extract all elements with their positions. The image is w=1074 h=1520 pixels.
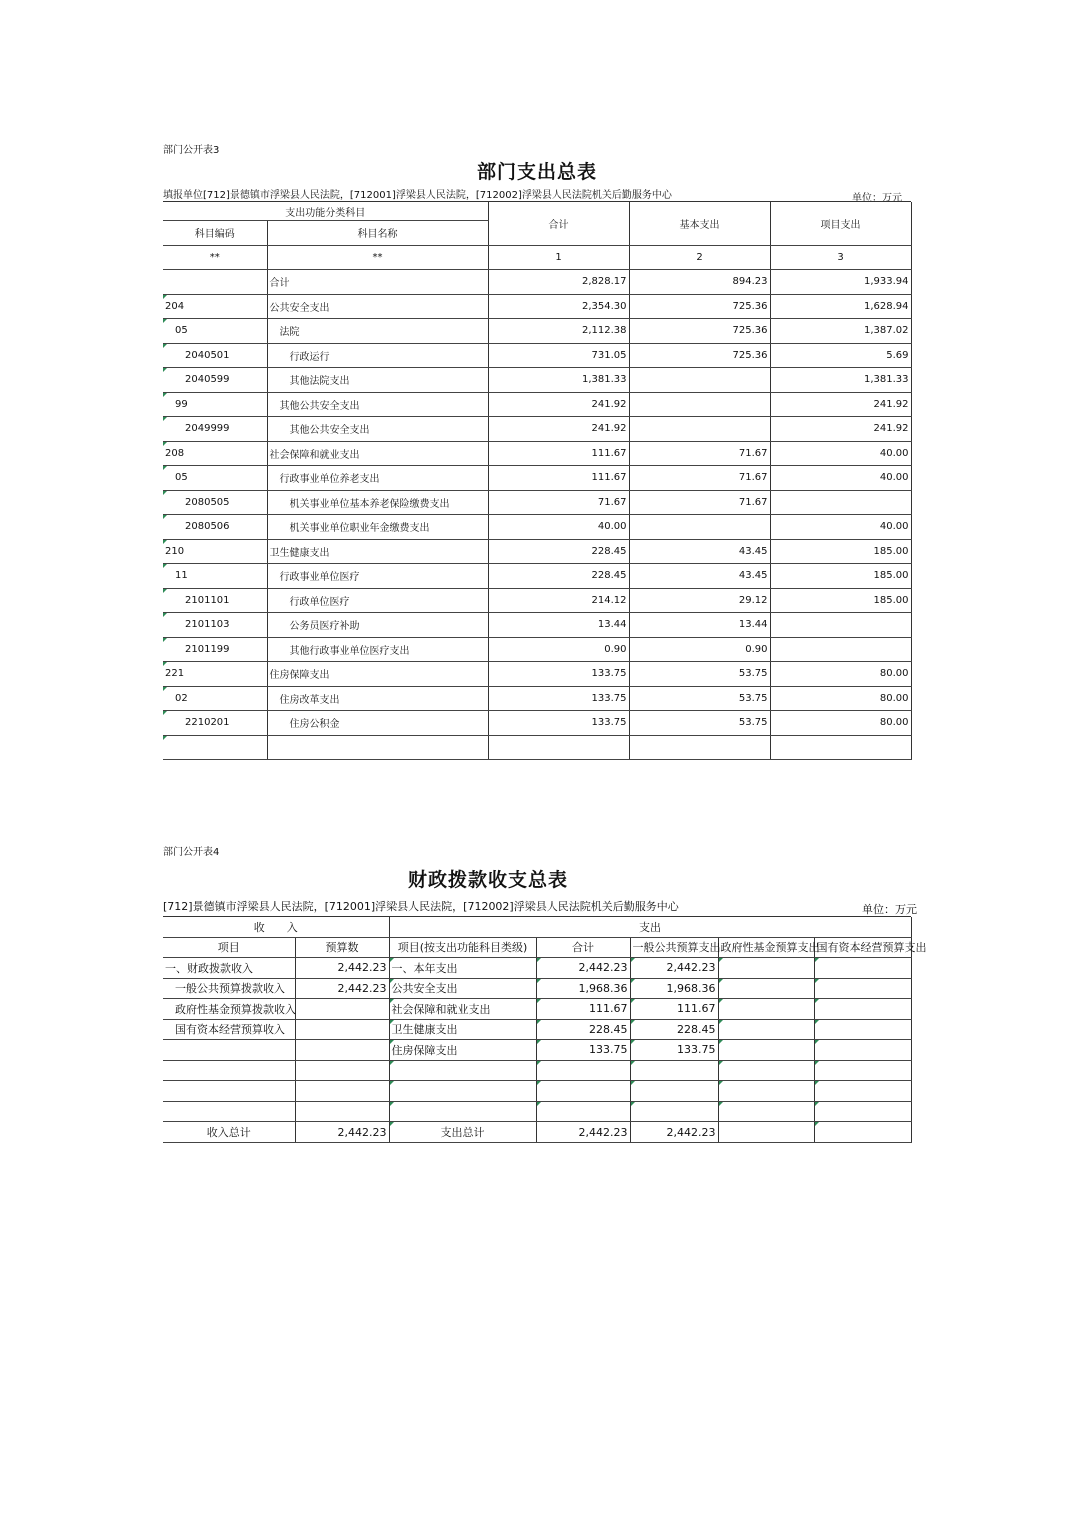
unit-label: 单位：万元: [852, 193, 902, 204]
reporting-unit: [712]景德镇市浮梁县人民法院，[712001]浮梁县人民法院，[712002]浮梁县人民法院机关后勤服务中心: [163, 900, 679, 913]
name-cell: 行政单位医疗: [267, 588, 488, 613]
basic-cell: 71.67: [629, 466, 770, 491]
expense-item-cell: 社会保障和就业支出: [389, 999, 536, 1020]
code-cell: 99: [163, 392, 267, 417]
name-cell: 住房改革支出: [267, 686, 488, 711]
state-capital-total: [814, 1122, 911, 1143]
page-title: 财政拨款收支总表: [407, 869, 568, 891]
header-row: [163, 937, 911, 958]
expense-item-cell: 一、本年支出: [389, 958, 536, 979]
table-row: [163, 1101, 911, 1122]
header-total: 合计: [536, 937, 630, 958]
total-cell: 133.75: [488, 711, 629, 736]
expense-item-cell: [389, 1060, 536, 1081]
name-cell: 其他公共安全支出: [267, 392, 488, 417]
total-cell: 111.67: [488, 441, 629, 466]
expense-item-cell: [389, 1101, 536, 1122]
table-row: [163, 392, 911, 417]
project-cell: [770, 735, 911, 760]
gov-fund-cell: [718, 1040, 814, 1061]
name-cell: 其他公共安全支出: [267, 417, 488, 442]
state-capital-cell: [814, 1081, 911, 1102]
total-cell: 133.75: [488, 662, 629, 687]
code-cell: 210: [163, 539, 267, 564]
header-basic: 基本支出: [629, 202, 770, 245]
income-item-cell: [163, 1060, 295, 1081]
code-cell: 2049999: [163, 417, 267, 442]
basic-cell: 725.36: [629, 294, 770, 319]
table-label: 部门公开表3: [163, 145, 220, 156]
name-cell: 社会保障和就业支出: [267, 441, 488, 466]
general-cell: 2,442.23: [630, 958, 718, 979]
header-index-row: [163, 245, 911, 270]
total-cell: 111.67: [536, 999, 630, 1020]
name-cell: 公务员医疗补助: [267, 613, 488, 638]
general-total-value: 2,442.23: [630, 1122, 718, 1143]
table-row: [163, 343, 911, 368]
col-index-1: 1: [488, 245, 629, 270]
name-cell: 机关事业单位基本养老保险缴费支出: [267, 490, 488, 515]
table-row: [163, 319, 911, 344]
general-cell: 1,968.36: [630, 978, 718, 999]
total-cell: [488, 735, 629, 760]
budget-cell: 2,442.23: [295, 958, 389, 979]
budget-cell: [295, 1040, 389, 1061]
gov-fund-cell: [718, 1081, 814, 1102]
basic-cell: [629, 392, 770, 417]
total-cell: [536, 1101, 630, 1122]
table-row: [163, 958, 911, 979]
code-cell: 02: [163, 686, 267, 711]
income-item-cell: 一、财政拨款收入: [163, 958, 295, 979]
table-row: [163, 662, 911, 687]
project-cell: 241.92: [770, 392, 911, 417]
table-row: [163, 270, 911, 295]
expense-item-cell: 公共安全支出: [389, 978, 536, 999]
income-total-value: 2,442.23: [295, 1122, 389, 1143]
basic-cell: 725.36: [629, 319, 770, 344]
project-cell: 1,387.02: [770, 319, 911, 344]
project-cell: 1,933.94: [770, 270, 911, 295]
general-cell: [630, 1060, 718, 1081]
project-cell: 185.00: [770, 588, 911, 613]
header-row: [163, 202, 911, 221]
total-cell: 241.92: [488, 392, 629, 417]
name-cell: 行政事业单位养老支出: [267, 466, 488, 491]
code-cell: 11: [163, 564, 267, 589]
project-cell: 80.00: [770, 686, 911, 711]
header-row: [163, 917, 911, 937]
code-cell: 208: [163, 441, 267, 466]
gov-fund-cell: [718, 1101, 814, 1122]
table-row: [163, 368, 911, 393]
budget-cell: 2,442.23: [295, 978, 389, 999]
table-row: [163, 417, 911, 442]
total-cell: 2,112.38: [488, 319, 629, 344]
table-row: [163, 564, 911, 589]
project-cell: 5.69: [770, 343, 911, 368]
general-cell: 133.75: [630, 1040, 718, 1061]
code-cell: 2101103: [163, 613, 267, 638]
project-cell: 185.00: [770, 539, 911, 564]
code-cell: 2040501: [163, 343, 267, 368]
header-expense: 支出: [389, 917, 911, 937]
table-row: [163, 613, 911, 638]
basic-cell: [629, 368, 770, 393]
total-cell: 2,354.30: [488, 294, 629, 319]
table-row: [163, 1019, 911, 1040]
budget-cell: [295, 1060, 389, 1081]
code-cell: 221: [163, 662, 267, 687]
project-cell: 80.00: [770, 711, 911, 736]
basic-cell: 71.67: [629, 441, 770, 466]
expense-total-label: 支出总计: [389, 1122, 536, 1143]
income-item-cell: 一般公共预算拨款收入: [163, 978, 295, 999]
table-row: [163, 1040, 911, 1061]
general-cell: [630, 1081, 718, 1102]
table-row: [163, 711, 911, 736]
name-cell: 法院: [267, 319, 488, 344]
name-cell: 机关事业单位职业年金缴费支出: [267, 515, 488, 540]
header-category-group: 支出功能分类科目: [163, 202, 488, 221]
project-cell: 241.92: [770, 417, 911, 442]
name-cell: [267, 735, 488, 760]
income-item-cell: 国有资本经营预算收入: [163, 1019, 295, 1040]
project-cell: 185.00: [770, 564, 911, 589]
total-cell: 228.45: [488, 539, 629, 564]
general-cell: 111.67: [630, 999, 718, 1020]
general-cell: [630, 1101, 718, 1122]
code-cell: [163, 270, 267, 295]
basic-cell: 29.12: [629, 588, 770, 613]
page-title: 部门支出总表: [476, 161, 597, 183]
total-cell: 1,968.36: [536, 978, 630, 999]
code-cell: 2040599: [163, 368, 267, 393]
code-cell: 2101199: [163, 637, 267, 662]
table-body: [163, 958, 911, 1122]
table-row: [163, 735, 911, 760]
header-name: 科目名称: [267, 221, 488, 246]
header-gov-fund: 政府性基金预算支出: [718, 937, 814, 958]
basic-cell: 13.44: [629, 613, 770, 638]
reporting-unit: 填报单位[712]景德镇市浮梁县人民法院，[712001]浮梁县人民法院，[712002]浮梁县人民法院机关后勤服务中心: [163, 190, 672, 201]
gov-fund-cell: [718, 1019, 814, 1040]
code-cell: 05: [163, 319, 267, 344]
name-cell: 行政事业单位医疗: [267, 564, 488, 589]
total-cell: 2,442.23: [536, 958, 630, 979]
table-row: [163, 1081, 911, 1102]
name-cell: 行政运行: [267, 343, 488, 368]
header-item: 项目: [163, 937, 295, 958]
total-cell: [536, 1060, 630, 1081]
total-cell: 133.75: [488, 686, 629, 711]
table-row: [163, 441, 911, 466]
total-cell: 228.45: [488, 564, 629, 589]
name-cell: 合计: [267, 270, 488, 295]
table-row: [163, 490, 911, 515]
income-item-cell: 政府性基金预算拨款收入: [163, 999, 295, 1020]
header-project: 项目支出: [770, 202, 911, 245]
gov-fund-cell: [718, 958, 814, 979]
table-row: [163, 515, 911, 540]
name-cell: 其他行政事业单位医疗支出: [267, 637, 488, 662]
total-cell: 214.12: [488, 588, 629, 613]
basic-cell: 43.45: [629, 539, 770, 564]
income-item-cell: [163, 1101, 295, 1122]
name-cell: 住房保障支出: [267, 662, 488, 687]
name-cell: 其他法院支出: [267, 368, 488, 393]
code-cell: 2080505: [163, 490, 267, 515]
budget-cell: [295, 999, 389, 1020]
income-total-label: 收入总计: [163, 1122, 295, 1143]
table-row: [163, 978, 911, 999]
basic-cell: 43.45: [629, 564, 770, 589]
total-cell: [536, 1081, 630, 1102]
project-cell: 40.00: [770, 466, 911, 491]
general-cell: 228.45: [630, 1019, 718, 1040]
project-cell: [770, 637, 911, 662]
gov-fund-cell: [718, 1060, 814, 1081]
state-capital-cell: [814, 1101, 911, 1122]
total-cell: 241.92: [488, 417, 629, 442]
gov-fund-cell: [718, 999, 814, 1020]
col-index-2: 2: [629, 245, 770, 270]
header-exp-item: 项目(按支出功能科目类级): [389, 937, 536, 958]
state-capital-cell: [814, 978, 911, 999]
basic-cell: [629, 515, 770, 540]
state-capital-cell: [814, 999, 911, 1020]
basic-cell: [629, 417, 770, 442]
marker-name: **: [267, 245, 488, 270]
expense-item-cell: 住房保障支出: [389, 1040, 536, 1061]
header-income: 收 入: [163, 917, 389, 937]
table-row: [163, 637, 911, 662]
state-capital-cell: [814, 1019, 911, 1040]
header-total: 合计: [488, 202, 629, 245]
project-cell: 80.00: [770, 662, 911, 687]
total-cell: 0.90: [488, 637, 629, 662]
project-cell: 1,381.33: [770, 368, 911, 393]
code-cell: 05: [163, 466, 267, 491]
table-row: [163, 1060, 911, 1081]
basic-cell: 0.90: [629, 637, 770, 662]
appropriation-table: [163, 917, 927, 1143]
state-capital-cell: [814, 1060, 911, 1081]
state-capital-cell: [814, 958, 911, 979]
table-body: [163, 270, 911, 760]
total-cell: 40.00: [488, 515, 629, 540]
footer-row: [163, 1122, 911, 1143]
basic-cell: 53.75: [629, 662, 770, 687]
project-cell: 40.00: [770, 441, 911, 466]
basic-cell: 71.67: [629, 490, 770, 515]
code-cell: 2080506: [163, 515, 267, 540]
code-cell: 2101101: [163, 588, 267, 613]
project-cell: 40.00: [770, 515, 911, 540]
expense-summary-table: [163, 202, 912, 760]
total-cell: 2,828.17: [488, 270, 629, 295]
table-row: [163, 686, 911, 711]
total-cell: 1,381.33: [488, 368, 629, 393]
header-general: 一般公共预算支出: [630, 937, 718, 958]
basic-cell: 53.75: [629, 711, 770, 736]
expense-item-cell: [389, 1081, 536, 1102]
code-cell: 2210201: [163, 711, 267, 736]
code-cell: 204: [163, 294, 267, 319]
total-cell: 133.75: [536, 1040, 630, 1061]
basic-cell: 894.23: [629, 270, 770, 295]
marker-code: **: [163, 245, 267, 270]
name-cell: 住房公积金: [267, 711, 488, 736]
table-row: [163, 588, 911, 613]
header-budget: 预算数: [295, 937, 389, 958]
gov-fund-total: [718, 1122, 814, 1143]
total-cell: 71.67: [488, 490, 629, 515]
total-cell: 731.05: [488, 343, 629, 368]
basic-cell: [629, 735, 770, 760]
project-cell: [770, 490, 911, 515]
income-item-cell: [163, 1040, 295, 1061]
table-row: [163, 999, 911, 1020]
project-cell: [770, 613, 911, 638]
table-row: [163, 539, 911, 564]
basic-cell: 725.36: [629, 343, 770, 368]
budget-cell: [295, 1019, 389, 1040]
gov-fund-cell: [718, 978, 814, 999]
total-cell: 13.44: [488, 613, 629, 638]
name-cell: 卫生健康支出: [267, 539, 488, 564]
state-capital-cell: [814, 1040, 911, 1061]
total-cell: 228.45: [536, 1019, 630, 1040]
table-row: [163, 466, 911, 491]
col-index-3: 3: [770, 245, 911, 270]
table-row: [163, 294, 911, 319]
unit-label: 单位：万元: [862, 903, 917, 916]
budget-cell: [295, 1081, 389, 1102]
budget-cell: [295, 1101, 389, 1122]
table-label: 部门公开表4: [163, 847, 220, 858]
name-cell: 公共安全支出: [267, 294, 488, 319]
expense-total-value: 2,442.23: [536, 1122, 630, 1143]
income-item-cell: [163, 1081, 295, 1102]
total-cell: 111.67: [488, 466, 629, 491]
header-state-capital: 国有资本经营预算支出: [814, 937, 911, 958]
code-cell: [163, 735, 267, 760]
expense-item-cell: 卫生健康支出: [389, 1019, 536, 1040]
header-code: 科目编码: [163, 221, 267, 246]
basic-cell: 53.75: [629, 686, 770, 711]
project-cell: 1,628.94: [770, 294, 911, 319]
